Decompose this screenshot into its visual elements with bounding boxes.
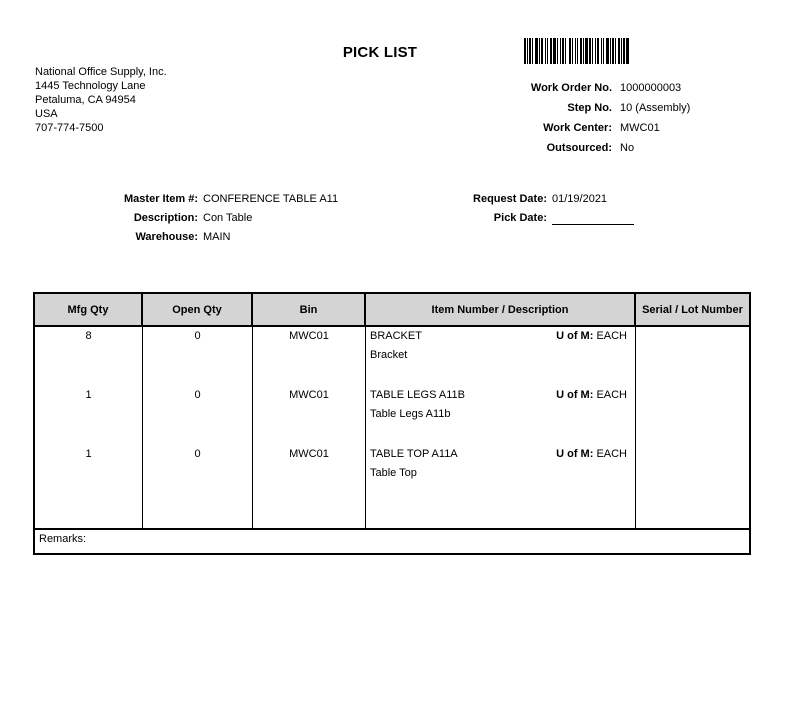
- uom-label: U of M:: [556, 389, 594, 401]
- cell-mfg-qty: 8: [35, 327, 143, 386]
- table-row: [35, 386, 749, 445]
- cell-serial-lot: [636, 445, 749, 528]
- remarks-row: [35, 528, 749, 553]
- outsourced-label: Outsourced:: [546, 142, 612, 154]
- work-order-number-label: Work Order No.: [530, 82, 612, 94]
- cell-item-description: [366, 445, 636, 528]
- item-number: TABLE TOP A11A: [370, 448, 458, 460]
- pick-list-table: [33, 292, 751, 555]
- uom-value: EACH: [596, 389, 627, 401]
- work-order-number-value: 1000000003: [620, 82, 682, 94]
- uom-label: U of M:: [556, 330, 594, 342]
- header-serial-lot-number: Serial / Lot Number: [642, 303, 743, 316]
- step-number-label: Step No.: [567, 102, 612, 114]
- cell-open-qty: 0: [143, 386, 253, 445]
- work-order-info-block: [470, 82, 690, 162]
- step-number-row: [470, 102, 690, 122]
- uom-field: [556, 330, 627, 342]
- request-date-row: [450, 193, 634, 212]
- outsourced-row: [470, 142, 690, 162]
- step-number-value: 10 (Assembly): [620, 102, 691, 114]
- cell-bin: MWC01: [253, 386, 366, 445]
- master-item-label: Master Item #:: [124, 193, 198, 205]
- uom-value: EACH: [596, 330, 627, 342]
- cell-mfg-qty: 1: [35, 386, 143, 445]
- table-row: [35, 327, 749, 386]
- table-header-row: [35, 294, 749, 327]
- item-number: BRACKET: [370, 330, 422, 342]
- company-address-line2: Petaluma, CA 94954: [35, 94, 136, 106]
- work-center-value: MWC01: [620, 122, 660, 134]
- work-order-number-row: [470, 82, 690, 102]
- item-description-value: Con Table: [203, 212, 253, 224]
- pick-date-label: Pick Date:: [493, 212, 547, 224]
- cell-serial-lot: [636, 327, 749, 386]
- work-order-barcode: [524, 38, 657, 64]
- warehouse-label: Warehouse:: [135, 231, 198, 243]
- request-date-value: 01/19/2021: [552, 193, 608, 205]
- item-number: TABLE LEGS A11B: [370, 389, 465, 401]
- item-description-text: Table Legs A11b: [370, 408, 451, 420]
- warehouse-value: MAIN: [203, 231, 231, 243]
- item-description-row: [100, 212, 338, 231]
- company-phone: 707-774-7500: [35, 122, 104, 134]
- remarks-label: Remarks:: [39, 533, 87, 545]
- pick-date-row: [450, 212, 634, 231]
- cell-bin: MWC01: [253, 327, 366, 386]
- cell-open-qty: 0: [143, 327, 253, 386]
- header-open-qty: Open Qty: [143, 294, 253, 325]
- uom-field: [556, 389, 627, 401]
- cell-bin: MWC01: [253, 445, 366, 528]
- company-country: USA: [35, 108, 58, 120]
- uom-label: U of M:: [556, 448, 594, 460]
- header-item-number-description: Item Number / Description: [366, 294, 636, 325]
- cell-item-description: [366, 386, 636, 445]
- cell-open-qty: 0: [143, 445, 253, 528]
- item-description-label: Description:: [133, 212, 198, 224]
- cell-serial-lot: [636, 386, 749, 445]
- pick-date-blank-line: [552, 212, 634, 225]
- master-item-info-block: [100, 193, 338, 250]
- outsourced-value: No: [620, 142, 635, 154]
- dates-info-block: [450, 193, 634, 231]
- uom-field: [556, 448, 627, 460]
- header-mfg-qty: Mfg Qty: [35, 294, 143, 325]
- header-bin: Bin: [253, 294, 366, 325]
- page-title: PICK LIST: [342, 44, 418, 61]
- pick-date-value: [552, 212, 634, 231]
- item-description-text: Bracket: [370, 349, 408, 361]
- cell-item-description: [366, 327, 636, 386]
- request-date-label: Request Date:: [473, 193, 547, 205]
- company-name: National Office Supply, Inc.: [35, 66, 167, 78]
- warehouse-row: [100, 231, 338, 250]
- work-center-row: [470, 122, 690, 142]
- master-item-row: [100, 193, 338, 212]
- uom-value: EACH: [596, 448, 627, 460]
- master-item-value: CONFERENCE TABLE A11: [203, 193, 339, 205]
- company-address-line1: 1445 Technology Lane: [35, 80, 146, 92]
- cell-mfg-qty: 1: [35, 445, 143, 528]
- table-row: [35, 445, 749, 528]
- company-address-block: [35, 65, 167, 135]
- work-center-label: Work Center:: [543, 122, 612, 134]
- item-description-text: Table Top: [370, 467, 417, 479]
